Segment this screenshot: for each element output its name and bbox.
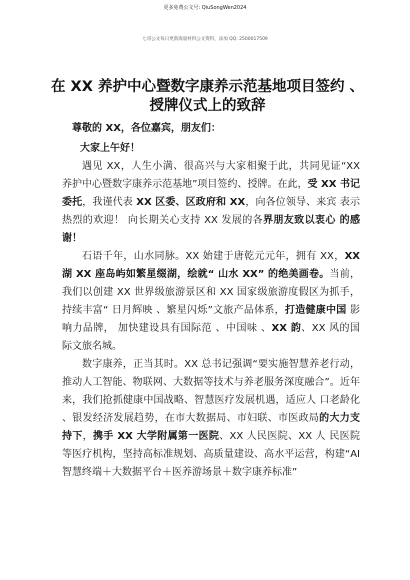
p3-bold-b: 的大力支持下 bbox=[62, 413, 361, 442]
greeting-line: 大家上午好！ bbox=[80, 143, 140, 154]
source-note: 七哥公文每日更新海量材料公文资料，添加 QQ: 2500017509 bbox=[142, 37, 268, 42]
p3-text-a: 数字康养，正当其时。XX 总书记强调“要实施智慧养老行动，推动人工智能、物联网、大数据等技术与养老服务深度融合”。近年来，我们抢抓健康中国战略、智慧医疗发展机遇，适应人 口老龄化 、银发经济发展趋势，在市大数据局、市妇联、市医政局 bbox=[62, 359, 360, 424]
p2-text-c: 当前， 我们以创建 XX 世界级旅游景区和 XX 国家级旅游度假区为抓手， 持续丰富“ 日月辉映 、繁星闪烁”文旅产品体系， bbox=[62, 269, 360, 316]
p2-text-e: 影响力品牌， 加快建设具有国际范 、中国味 、 bbox=[62, 305, 361, 334]
p3-text-c: ， bbox=[82, 431, 93, 442]
p1-text-e: ，向各位领导、来宾 表示热烈的欢迎！ 向长期关心支持 XX 发展的各 bbox=[62, 197, 360, 226]
p1-bold-f: 界朋友致以衷心 的感谢！ bbox=[62, 215, 360, 244]
p2-text-g: 、XX 风的国 际文旅名城。 bbox=[62, 323, 360, 352]
p2-text-a: 石语千年，山水同脉。XX 始建于唐乾元元年，拥有 XX， bbox=[82, 251, 345, 262]
paragraph-3 bbox=[62, 356, 360, 482]
p3-bold-d: 携手 XX 大学附属第一医院 bbox=[92, 431, 220, 442]
p1-text-c: ，我谨代表 bbox=[82, 197, 137, 208]
document-title: 在 XX 养护中心暨数字康养示范基地项目签约 、授牌仪式上的致辞 bbox=[50, 79, 364, 114]
p1-bold-b: 受 XX 书记委托 bbox=[62, 179, 360, 208]
document-body bbox=[62, 120, 360, 482]
p3-text-e: 、XX 人民医院、XX 人 民医院等医疗机构，坚持高标准规划、高质量建设、高水平运营，构建“AI 智慧终端＋大数据平台＋医养游场景＋数字康养标准” bbox=[62, 431, 361, 478]
paragraph-2 bbox=[62, 248, 360, 356]
salutation: 尊敬的 XX，各位嘉宾，朋友们： bbox=[72, 123, 221, 134]
p1-bold-d: XX 区委、区政府和 XX bbox=[136, 197, 246, 208]
p2-bold-b: XX 湖 XX 座岛屿如繁星缀湖，绘就“ 山水 XX” 的绝美画卷。 bbox=[62, 251, 360, 280]
p1-text-a: 遇见 XX，人生小满、很高兴与大家相聚于此，共同见证“XX 养护中心暨数字康养示范基地”项目签约、授牌。在此， bbox=[62, 161, 360, 190]
watermark-header: 更多免费公文号: QiuSongWen2024 bbox=[163, 5, 247, 11]
paragraph-1 bbox=[62, 158, 360, 248]
p2-bold-d: 打造健康中国 bbox=[284, 305, 347, 316]
p2-bold-f: XX 韵 bbox=[271, 323, 302, 334]
